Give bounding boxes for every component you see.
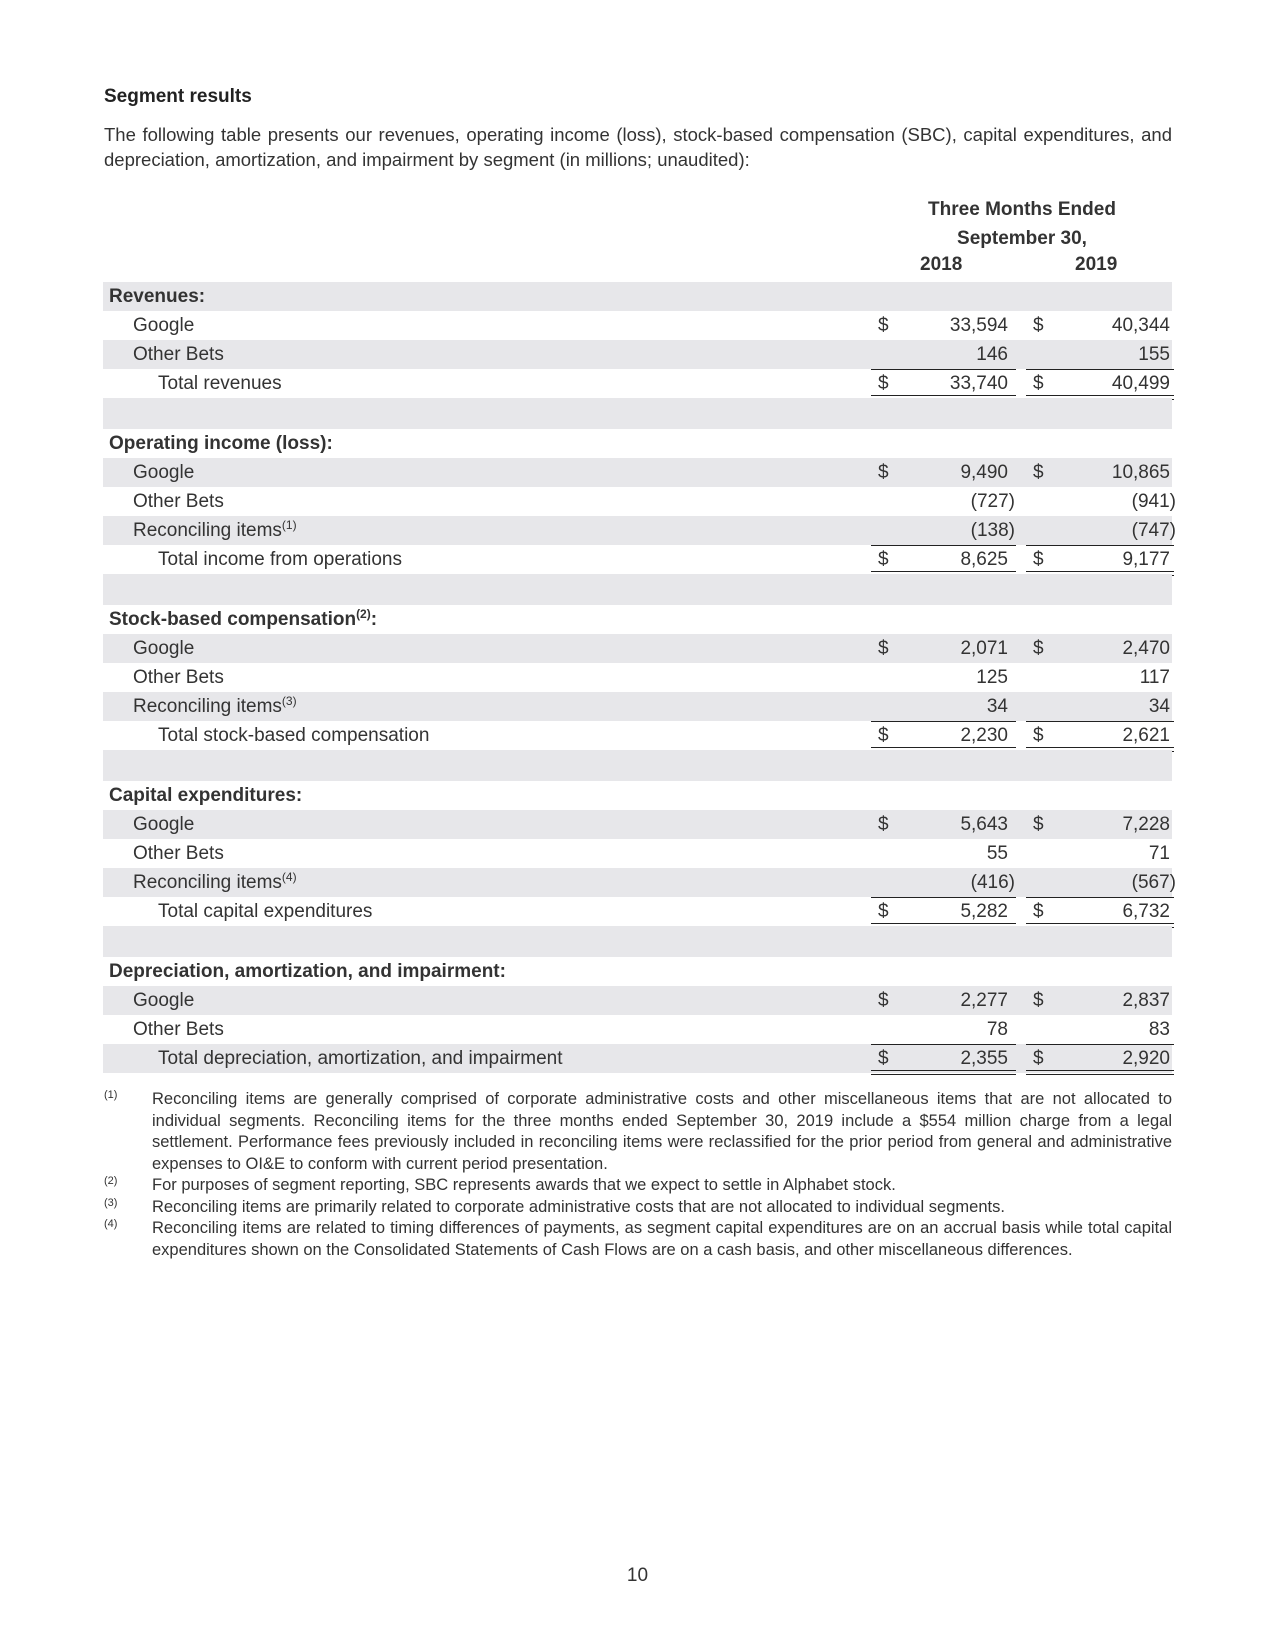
table-row: Reconciling items$^{(4)}$ (416) (567): [103, 868, 1172, 897]
rule: [871, 747, 1016, 748]
section-header-revenues: Revenues:: [103, 282, 1172, 311]
total-row-capex: Total capital expenditures $ 5,282 $ 6,732: [103, 897, 1172, 926]
rule: [1026, 721, 1174, 722]
rule: [1026, 571, 1174, 572]
rule: [871, 395, 1016, 396]
table-row: Other Bets 55 71: [133, 843, 1170, 864]
section-header-operating-income: Operating income (loss):: [109, 433, 333, 454]
table-row: Google $ 2,071 $ 2,470: [103, 634, 1172, 663]
rule: [871, 721, 1016, 722]
rule: [1026, 1070, 1174, 1071]
footnote: (1) Reconciling items are generally comprised of corporate administrative costs and other miscellaneous items that are not allocated to individual segments. Reconciling items for the three months ended September 30, 2019 include a $554 million charge from a legal settlement. Performance fees previously included in reconciling items were reclassified for the prior period from general and administrative expenses to OI&E to conform with current period presentation.: [104, 1089, 1172, 1173]
table-row: Other Bets 125 117: [133, 667, 1170, 688]
table-row: Reconciling items$^{(1)}$ (138) (747): [103, 516, 1172, 545]
rule: [871, 571, 1016, 572]
rule: [871, 369, 1016, 370]
row-spacer: [103, 926, 1172, 957]
rule: [1026, 897, 1174, 898]
table-row: Google $ 5,643 $ 7,228: [103, 810, 1172, 839]
rule: [1026, 1044, 1174, 1045]
total-row-revenues: Total revenues $ 33,740 $ 40,499: [103, 369, 1172, 398]
rule: [1026, 923, 1174, 924]
rule: [1026, 395, 1174, 396]
row-spacer: [103, 398, 1172, 429]
year-2019-header: 2019: [1075, 254, 1118, 275]
section-heading: Segment results: [104, 86, 252, 107]
segment-results-table: [103, 282, 1176, 1073]
rule: [871, 923, 1016, 924]
rule: [871, 545, 1016, 546]
footnote: (2) For purposes of segment reporting, SBC represents awards that we expect to settle in Alphabet stock.: [104, 1175, 896, 1194]
total-row-depreciation: Total depreciation, amortization, and impairment $ 2,355 $ 2,920: [103, 1044, 1172, 1073]
rule: [871, 1044, 1016, 1045]
footnotes: [104, 1089, 1172, 1261]
total-row-sbc: Total stock-based compensation $ 2,230 $ 2,621: [103, 721, 1172, 750]
period-header: [872, 195, 1172, 253]
period-header-line2: September 30,: [957, 228, 1087, 249]
total-row-operating-income: Total income from operations $ 8,625 $ 9,177: [103, 545, 1172, 574]
section-header-depreciation: Depreciation, amortization, and impairment:: [109, 961, 506, 982]
table-row: Google $ 9,490 $ 10,865: [103, 458, 1172, 487]
table-row: Reconciling items$^{(3)}$ 34 34: [103, 692, 1172, 721]
rule: [1026, 1074, 1174, 1075]
table-row: Other Bets 146 155: [103, 340, 1172, 369]
year-2018-header: 2018: [920, 254, 963, 275]
table-row: Other Bets 78 83: [133, 1019, 1170, 1040]
section-header-capex: Capital expenditures:: [109, 785, 303, 806]
section-header-sbc: Stock-based compensation$^{(2)}$:: [109, 607, 378, 630]
row-spacer: [103, 750, 1172, 781]
rule: [1026, 747, 1174, 748]
period-header-line1: Three Months Ended: [928, 199, 1116, 220]
table-row: Other Bets (727) (941): [133, 491, 1176, 512]
rule: [1026, 369, 1174, 370]
rule: [871, 1074, 1016, 1075]
row-spacer: [103, 574, 1172, 605]
footnote: (4) Reconciling items are related to timing differences of payments, as segment capital expenditures are on an accrual basis while total capital expenditures shown on the Consolidated Statements of Cash Flows are on a cash basis, and other miscellaneous differences.: [104, 1218, 1172, 1259]
table-row: Google $ 2,277 $ 2,837: [103, 986, 1172, 1015]
page-number: 10: [626, 1565, 649, 1586]
table-row: Google $ 33,594 $ 40,344: [133, 315, 1170, 336]
footnote: (3) Reconciling items are primarily related to corporate administrative costs that are not allocated to individual segments.: [104, 1196, 1005, 1216]
rule: [1026, 545, 1174, 546]
intro-paragraph: The following table presents our revenues, operating income (loss), stock-based compensation (SBC), capital expenditures, and depreciation, amortization, and impairment by segment (in millions; unaudited):: [104, 124, 1172, 170]
rule: [871, 1070, 1016, 1071]
rule: [871, 897, 1016, 898]
